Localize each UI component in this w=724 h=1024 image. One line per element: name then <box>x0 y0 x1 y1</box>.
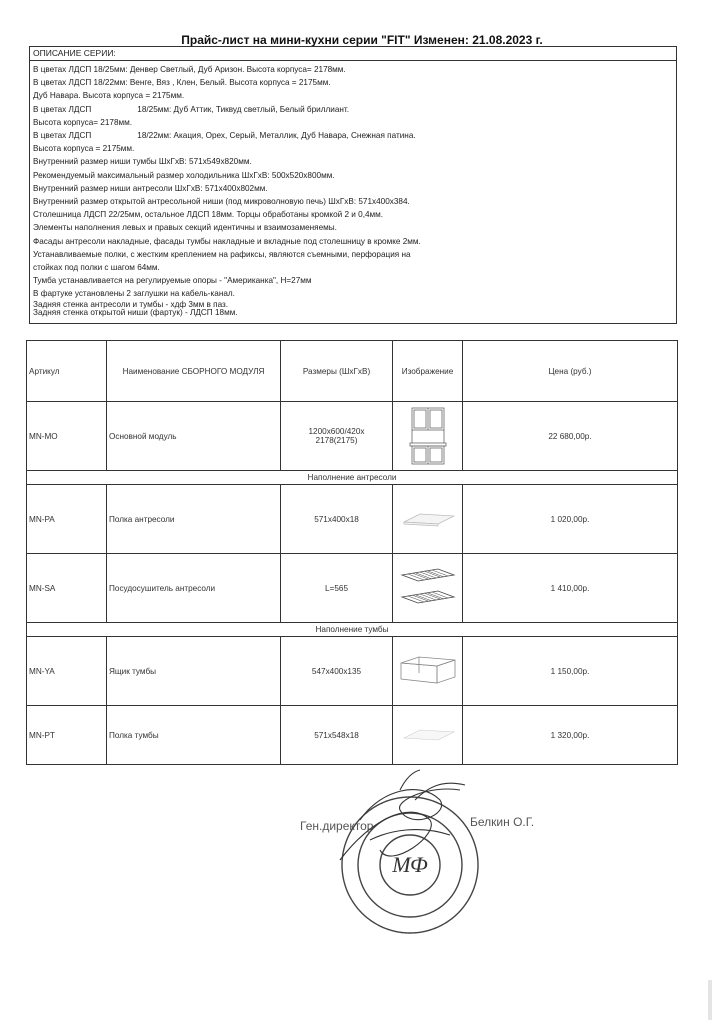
description-lines <box>30 61 676 317</box>
description-line: Внутренний размер ниши тумбы ШхГхВ: 571х549х820мм. <box>33 157 252 167</box>
description-line: Высота корпуса = 2175мм. <box>33 144 135 154</box>
table-header-row <box>27 341 678 402</box>
cell-name: Ящик тумбы <box>107 637 281 706</box>
description-line: Высота корпуса= 2178мм. <box>33 117 133 127</box>
header-image: Изображение <box>393 341 463 402</box>
page-title: Прайс-лист на мини-кухни серии "FIT" Изменен: 21.08.2023 г. <box>181 33 543 47</box>
section-title: Наполнение тумбы <box>27 623 678 637</box>
table-row <box>27 706 678 765</box>
table-row <box>27 402 678 471</box>
cell-image <box>393 637 463 706</box>
table-row <box>27 637 678 706</box>
cell-size-line: 1200х600/420х <box>308 427 365 436</box>
description-line: Фасады антресоли накладные, фасады тумбы накладные и вкладные под столешницу в кромке 2мм. <box>33 236 421 246</box>
cell-size: L=565 <box>281 554 393 623</box>
cell-size: 571х548х18 <box>281 706 393 765</box>
description-line: Тумба устанавливается на регулируемые опоры - "Американка", Н=27мм <box>33 276 312 286</box>
cell-name: Полка антресоли <box>107 485 281 554</box>
description-line: Рекомендуемый максимальный размер холодильника ШхГхВ: 500х520х800мм. <box>33 170 335 180</box>
signature-left: Ген.директор <box>300 819 374 833</box>
description-line: Задняя стенка антресоли и тумбы - хдф 3мм в паз. <box>33 299 229 309</box>
price-table <box>26 340 678 765</box>
cell-name: Посудосушитель антресоли <box>107 554 281 623</box>
header-price: Цена (руб.) <box>463 341 678 402</box>
header-size: Размеры (ШхГхВ) <box>281 341 393 402</box>
signature-stamp <box>300 760 540 950</box>
cell-image <box>393 485 463 554</box>
section-header <box>27 471 678 485</box>
cell-article: MN-PT <box>27 706 107 765</box>
description-header: ОПИСАНИЕ СЕРИИ: <box>30 47 676 61</box>
cell-size-line: 2178(2175) <box>315 436 358 445</box>
shelf-icon <box>398 504 458 534</box>
shelf-icon <box>398 720 458 750</box>
kitchen-module-icon <box>406 405 450 467</box>
section-header <box>27 623 678 637</box>
cell-article: MN-MO <box>27 402 107 471</box>
description-line: В цветах ЛДСП 18/22мм: Венге, Вяз , Клен, Белый. Высота корпуса = 2175мм. <box>33 78 331 88</box>
cell-article: MN-PA <box>27 485 107 554</box>
signature-right: Белкин О.Г. <box>470 815 535 829</box>
drawer-icon <box>397 651 459 691</box>
cell-image <box>393 706 463 765</box>
description-line <box>33 129 673 142</box>
description-line: Внутренний размер открытой антресольной ниши (под микроволновую печь) ШхГхВ: 571х400х384. <box>33 197 410 207</box>
description-line: стойках под полки с шагом 64мм. <box>33 263 160 273</box>
description-line: В фартуке установлены 2 заглушки на кабель-канал. <box>33 289 235 299</box>
cell-image <box>393 554 463 623</box>
cell-size: 547х400х135 <box>281 637 393 706</box>
cell-price: 1 150,00р. <box>463 637 678 706</box>
description-line <box>33 103 673 116</box>
description-line-part: В цветах ЛДСП <box>33 104 92 114</box>
description-line: Дуб Навара. Высота корпуса = 2175мм. <box>33 91 185 101</box>
cell-article: MN-YA <box>27 637 107 706</box>
series-description <box>29 46 677 324</box>
header-name: Наименование СБОРНОГО МОДУЛЯ <box>107 341 281 402</box>
cell-name: Полка тумбы <box>107 706 281 765</box>
cell-price: 22 680,00р. <box>463 402 678 471</box>
section-title: Наполнение антресоли <box>27 471 678 485</box>
page-edge-mark <box>708 980 712 1020</box>
table-row <box>27 485 678 554</box>
table-row <box>27 554 678 623</box>
description-line: В цветах ЛДСП 18/25мм: Денвер Светлый, Дуб Аризон. Высота корпуса= 2178мм. <box>33 65 346 74</box>
description-line: Столешница ЛДСП 22/25мм, остальное ЛДСП 18мм. Торцы обработаны кромкой 2 и 0,4мм. <box>33 210 384 220</box>
header-article: Артикул <box>27 341 107 402</box>
description-line: Устанавливаемые полки, с жестким креплением на рафиксы, являются съемными, перфорация на <box>33 249 411 259</box>
cell-size <box>281 402 393 471</box>
stamp-monogram: МФ <box>392 852 428 877</box>
description-line: Задняя стенка открытой ниши (фартук) - ЛДСП 18мм. <box>33 307 238 317</box>
cell-price: 1 410,00р. <box>463 554 678 623</box>
description-line-part: 18/25мм: Дуб Аттик, Тиквуд светлый, Белый бриллиант. <box>137 104 350 114</box>
cell-size: 571х400х18 <box>281 485 393 554</box>
description-line: Внутренний размер ниши антресоли ШхГхВ: 571х400х802мм. <box>33 183 268 193</box>
cell-price: 1 020,00р. <box>463 485 678 554</box>
description-line-part: 18/22мм: Акация, Орех, Серый, Металлик, Дуб Навара, Снежная патина. <box>137 131 416 141</box>
signature-scribble <box>340 770 465 860</box>
description-line: Элементы наполнения левых и правых секций идентичны и взаимозаменяемы. <box>33 223 337 233</box>
description-line-part: В цветах ЛДСП <box>33 131 92 141</box>
cell-price: 1 320,00р. <box>463 706 678 765</box>
dish-dryer-icon <box>398 563 458 613</box>
cell-image <box>393 402 463 471</box>
cell-article: MN-SA <box>27 554 107 623</box>
cell-name: Основной модуль <box>107 402 281 471</box>
